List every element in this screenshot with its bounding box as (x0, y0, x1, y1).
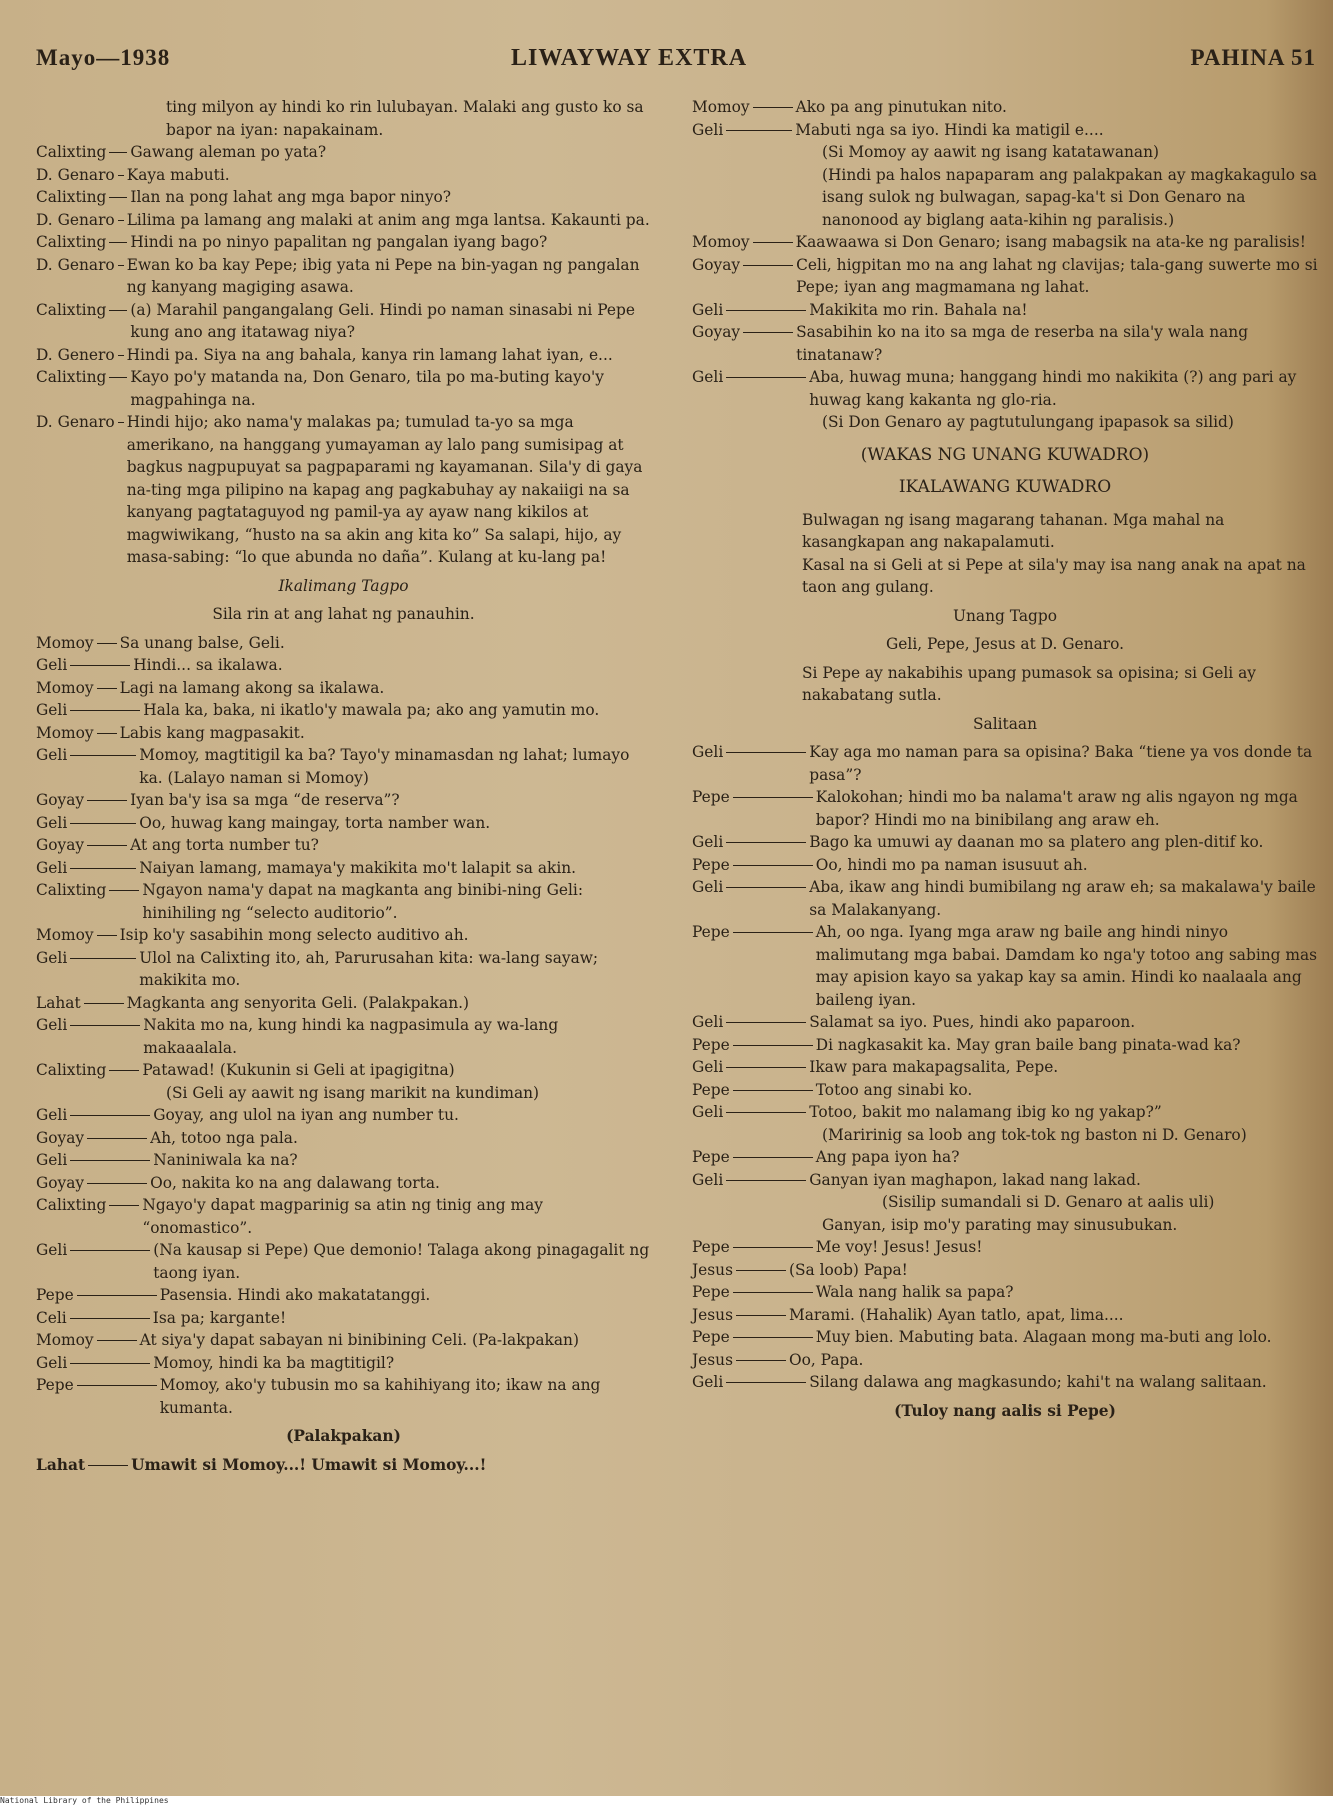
dialogue-dash (733, 1326, 813, 1338)
dialogue-line (692, 831, 1318, 854)
dialogue-line (36, 879, 651, 924)
speaker-name: Jesus (692, 1260, 733, 1279)
dialogue-dash (88, 1454, 128, 1466)
dialogue-line (692, 1349, 1318, 1372)
dialogue-dash (733, 1079, 813, 1091)
speaker-name: Geli (692, 1013, 724, 1031)
speaker-name: Geli (36, 858, 68, 877)
speaker-name: Momoy (36, 633, 94, 652)
dialogue-dash (726, 1011, 806, 1023)
dialogue-dash (70, 812, 136, 824)
stage-direction: Ganyan, isip mo'y parating may sinusubukan. (822, 1215, 1178, 1234)
dialogue-text: Aba, huwag muna; hanggang hindi mo nakikita (?) ang pari ay huwag kang kakanta ng glo-ria. (809, 368, 1297, 409)
scene-note: Kasal na si Geli at si Pepe at sila'y may isa nang anak na apat na taon ang gulang. (802, 555, 1306, 596)
dialogue-line (692, 299, 1318, 322)
speaker-name: Geli (36, 1151, 68, 1169)
dialogue-text: Nakita mo na, kung hindi ka nagpasimula ay wa-lang makaaalala. (143, 1016, 559, 1057)
dialogue-line (36, 1014, 651, 1059)
dialogue-dash (70, 857, 136, 869)
section-heading: Geli, Pepe, Jesus at D. Genaro. (886, 635, 1124, 653)
page-header (36, 40, 1316, 80)
speaker-name: Geli (692, 1373, 724, 1391)
dialogue-dash (743, 254, 793, 266)
dialogue-text: Oo, huwag kang maingay, torta namber wan. (139, 813, 491, 832)
speaker-name: Geli (36, 948, 68, 967)
dialogue-dash (726, 741, 806, 753)
dialogue-text: Iyan ba'y isa sa mga “de reserva”? (130, 791, 400, 809)
speaker-name: Geli (692, 833, 724, 851)
left-column (36, 96, 651, 1476)
dialogue-line (36, 299, 651, 344)
speaker-name: Momoy (36, 723, 94, 742)
dialogue-text: Hindi na po ninyo papalitan ng pangalan iyang bago? (130, 233, 548, 251)
dialogue-line (36, 1239, 651, 1284)
dialogue-line (36, 164, 651, 187)
dialogue-text: Hindi... sa ikalawa. (133, 656, 283, 674)
dialogue-line (692, 254, 1318, 299)
speaker-name: D. Genaro (36, 165, 115, 184)
speaker-name: Calixting (36, 1196, 107, 1214)
speaker-name: Geli (692, 120, 724, 139)
section-heading: IKALAWANG KUWADRO (898, 477, 1112, 497)
dialogue-text: Sasabihin ko na ito sa mga de reserba na sila'y wala nang tinatanaw? (796, 323, 1249, 364)
dialogue-dash (726, 831, 806, 843)
dialogue-dash (726, 1371, 806, 1383)
dialogue-line (692, 366, 1318, 411)
speaker-name: Calixting (36, 368, 107, 386)
dialogue-dash (97, 924, 117, 936)
dialogue-dash (118, 344, 124, 356)
dialogue-text: Kaya mabuti. (126, 165, 230, 184)
right-column (692, 96, 1318, 1428)
dialogue-dash (753, 231, 793, 243)
dialogue-line (36, 1149, 651, 1172)
dialogue-line (36, 947, 651, 992)
dialogue-line (692, 741, 1318, 786)
dialogue-dash (118, 164, 124, 176)
dialogue-dash (84, 992, 124, 1004)
dialogue-dash (118, 411, 124, 423)
dialogue-dash (109, 186, 127, 198)
dialogue-text: Kalokohan; hindi mo ba nalama't araw ng alis ngayon ng mga bapor? Hindi mo na binibilang ang araw eh. (815, 788, 1298, 829)
dialogue-text: Sa unang balse, Geli. (119, 633, 285, 652)
dialogue-line (692, 921, 1318, 1011)
speaker-name: Geli (36, 656, 68, 674)
dialogue-line (36, 1284, 651, 1307)
dialogue-text: Makikita mo rin. Bahala na! (809, 300, 1028, 319)
dialogue-dash (70, 654, 130, 666)
section-heading: Ikalimang Tagpo (278, 576, 409, 595)
dialogue-line (36, 834, 651, 857)
dialogue-line (36, 1454, 651, 1477)
speaker-name: Pepe (36, 1376, 74, 1394)
dialogue-text: Aba, ikaw ang hindi bumibilang ng araw eh; sa makalawa'y baile sa Malakanyang. (809, 878, 1316, 919)
speaker-name: Pepe (692, 1328, 730, 1346)
dialogue-text: Naniniwala ka na? (153, 1151, 298, 1169)
dialogue-line (692, 876, 1318, 921)
speaker-name: Pepe (692, 1148, 730, 1166)
speaker-name: Lahat (36, 1455, 86, 1474)
dialogue-dash (70, 947, 136, 959)
speaker-name: D. Genaro (36, 413, 115, 431)
dialogue-dash (733, 1281, 813, 1293)
dialogue-text: Hindi pa. Siya na ang bahala, kanya rin lamang lahat iyan, e... (126, 345, 613, 364)
dialogue-dash (733, 1236, 813, 1248)
dialogue-line (692, 1259, 1318, 1282)
dialogue-line (692, 1371, 1318, 1394)
dialogue-text: Magkanta ang senyorita Geli. (Palakpakan.) (126, 993, 470, 1012)
dialogue-dash (109, 299, 127, 311)
dialogue-text: Ang papa iyon ha? (815, 1148, 960, 1166)
dialogue-line (36, 1127, 651, 1150)
speaker-name: Geli (36, 701, 68, 719)
speaker-name: Goyay (36, 791, 85, 809)
dialogue-line (36, 1374, 651, 1419)
dialogue-dash (97, 722, 117, 734)
dialogue-line (692, 96, 1318, 119)
dialogue-dash (743, 321, 793, 333)
dialogue-dash (736, 1349, 786, 1361)
speaker-name: D. Genaro (36, 255, 115, 274)
dialogue-dash (77, 1374, 157, 1386)
dialogue-dash (70, 1352, 150, 1364)
speaker-name: Jesus (692, 1305, 733, 1324)
dialogue-text: Isa pa; kargante! (152, 1308, 287, 1327)
dialogue-dash (109, 879, 139, 891)
dialogue-dash (87, 834, 127, 846)
dialogue-text: Momoy, hindi ka ba magtitigil? (153, 1353, 395, 1372)
dialogue-line (692, 1034, 1318, 1057)
dialogue-dash (118, 254, 124, 266)
section-heading: (Tuloy nang aalis si Pepe) (894, 1401, 1116, 1420)
dialogue-dash (733, 1146, 813, 1158)
dialogue-dash (87, 789, 127, 801)
speaker-name: Calixting (36, 233, 107, 251)
dialogue-text: Di nagkasakit ka. May gran baile bang pinata-wad ka? (815, 1035, 1241, 1054)
dialogue-text: At ang torta number tu? (130, 836, 319, 854)
dialogue-dash (70, 744, 136, 756)
dialogue-line (692, 119, 1318, 142)
dialogue-text: Hindi hijo; ako nama'y malakas pa; tumulad ta-yo sa mga amerikano, na hanggang yumayaman ay lalo pang sumisipag at bagkus nagpupuyat sa pagpaparami ng kayamanan. Sila'y di gaya na-ting mga pilipino na kapag ang pagkabuhay ay nakaiigi na sa kanyang pagtataguyod ng pamil-ya ay ayaw nang kikilos at magwiwikang, “husto na sa akin ang kita ko” Sa salapi, hijo, ay masa-sabing: “lo que abunda no daña”. Kulang at ku-lang pa! (126, 413, 643, 566)
dialogue-text: Momoy, ako'y tubusin mo sa kahihiyang ito; ikaw na ang kumanta. (159, 1376, 601, 1417)
stage-direction: (Sisilip sumandali si D. Genaro at aalis uli) (882, 1193, 1215, 1211)
dialogue-line (36, 344, 651, 367)
dialogue-line (36, 744, 651, 789)
dialogue-text: Ah, totoo nga pala. (150, 1128, 298, 1147)
header-date: Mayo—1938 (36, 45, 171, 70)
dialogue-text: Ewan ko ba kay Pepe; ibig yata ni Pepe na bin-yagan ng pangalan ng kanyang magiging asawa. (126, 255, 640, 296)
speaker-name: Pepe (692, 1080, 730, 1099)
dialogue-dash (97, 677, 117, 689)
dialogue-dash (733, 1034, 813, 1046)
speaker-name: Goyay (36, 1173, 85, 1192)
dialogue-dash (109, 1194, 139, 1206)
dialogue-text: Ilan na pong lahat ang mga bapor ninyo? (130, 188, 452, 206)
dialogue-line (36, 1104, 651, 1127)
dialogue-line (36, 366, 651, 411)
speaker-name: D. Genero (36, 345, 115, 364)
dialogue-text: Kaawaawa si Don Genaro; isang mabagsik na ata-ke ng paralisis! (795, 233, 1306, 251)
dialogue-text: (a) Marahil pangangalang Geli. Hindi po naman sinasabi ni Pepe kung ano ang itatawag niya? (130, 300, 635, 341)
speaker-name: Pepe (692, 923, 730, 941)
dialogue-line (692, 1146, 1318, 1169)
dialogue-text: Totoo ang sinabi ko. (815, 1080, 973, 1099)
dialogue-text: Ngayon nama'y dapat na magkanta ang binibi-ning Geli: hinihiling ng “selecto auditorio”. (142, 881, 584, 922)
dialogue-text: Umawit si Momoy...! Umawit si Momoy...! (131, 1455, 487, 1474)
speaker-name: Goyay (692, 255, 741, 274)
dialogue-dash (736, 1259, 786, 1271)
dialogue-text: Isip ko'y sasabihin mong selecto auditivo ah. (119, 926, 469, 944)
dialogue-text: Ikaw para makapagsalita, Pepe. (809, 1058, 1059, 1076)
dialogue-dash (753, 96, 793, 108)
section-heading: Salitaan (972, 714, 1037, 733)
dialogue-text: Silang dalawa ang magkasundo; kahi't na walang salitaan. (809, 1373, 1267, 1391)
dialogue-dash (70, 1014, 140, 1026)
dialogue-text: Hala ka, baka, ni ikatlo'y mawala pa; ako ang yamutin mo. (143, 701, 600, 719)
dialogue-text: Kayo po'y matanda na, Don Genaro, tila po ma-buting kayo'y magpahinga na. (130, 368, 604, 409)
scene-note: Bulwagan ng isang magarang tahanan. Mga mahal na kasangkapan ang nakapalamuti. (802, 510, 1225, 551)
dialogue-dash (70, 1239, 150, 1251)
dialogue-dash (97, 1329, 137, 1341)
speaker-name: Pepe (36, 1286, 74, 1304)
dialogue-dash (109, 366, 127, 378)
speaker-name: Geli (36, 1241, 68, 1259)
section-heading: Sila rin at ang lahat ng panauhin. (212, 605, 475, 623)
dialogue-dash (70, 699, 140, 711)
dialogue-line (692, 1169, 1318, 1192)
speaker-name: Momoy (36, 678, 94, 697)
speaker-name: Pepe (692, 855, 730, 874)
dialogue-text: Me voy! Jesus! Jesus! (815, 1238, 983, 1256)
speaker-name: Momoy (36, 1331, 94, 1349)
speaker-name: Goyay (36, 1128, 85, 1147)
dialogue-line (36, 1172, 651, 1195)
dialogue-line (36, 654, 651, 677)
dialogue-line (36, 186, 651, 209)
speaker-name: Goyay (692, 323, 741, 341)
dialogue-line (36, 924, 651, 947)
dialogue-line (692, 1326, 1318, 1349)
dialogue-text: Naiyan lamang, mamaya'y makikita mo't lalapit sa akin. (139, 858, 577, 877)
dialogue-line (36, 231, 651, 254)
dialogue-dash (726, 1056, 806, 1068)
footer-credit: National Library of the Philippines (0, 1796, 1333, 1808)
dialogue-dash (733, 786, 813, 798)
dialogue-text: Totoo, bakit mo nalamang ibig ko ng yakap?” (809, 1103, 1162, 1121)
dialogue-text: Ngayo'y dapat magparinig sa atin ng tinig ang may “onomastico”. (142, 1196, 543, 1237)
dialogue-text: Oo, nakita ko na ang dalawang torta. (150, 1173, 440, 1192)
dialogue-dash (726, 119, 792, 131)
dialogue-text: Oo, hindi mo pa naman isusuut ah. (815, 855, 1088, 874)
dialogue-dash (70, 1307, 150, 1319)
dialogue-text: Celi, higpitan mo na ang lahat ng clavijas; tala-gang suwerte mo si Pepe; iyan ang magmamana ng lahat. (796, 255, 1318, 296)
header-title: LIWAYWAY EXTRA (511, 45, 748, 71)
dialogue-line (692, 1304, 1318, 1327)
dialogue-text: (Sa loob) Papa! (789, 1260, 908, 1279)
speaker-name: Geli (692, 878, 724, 896)
speaker-name: Geli (692, 743, 724, 761)
dialogue-line (36, 1059, 651, 1082)
stage-direction: (Si Don Genaro ay pagtutulungang ipapasok sa silid) (822, 413, 1234, 431)
speaker-name: Geli (692, 300, 724, 319)
speaker-name: Calixting (36, 300, 107, 319)
speaker-name: Geli (692, 1170, 724, 1189)
dialogue-line (36, 1194, 651, 1239)
dialogue-dash (70, 1104, 150, 1116)
speaker-name: Pepe (692, 1035, 730, 1054)
section-heading: Unang Tagpo (953, 606, 1057, 625)
dialogue-line (36, 209, 651, 232)
dialogue-dash (109, 231, 127, 243)
dialogue-text: Kay aga mo naman para sa opisina? Baka “tiene ya vos donde ta pasa”? (809, 743, 1313, 784)
speaker-name: Jesus (692, 1350, 733, 1369)
speaker-name: Geli (36, 1106, 68, 1124)
dialogue-text: Goyay, ang ulol na iyan ang number tu. (153, 1106, 459, 1124)
dialogue-line (36, 1352, 651, 1375)
speaker-name: Calixting (36, 1061, 107, 1079)
speaker-name: Pepe (692, 1238, 730, 1256)
speaker-name: Pepe (692, 1283, 730, 1301)
dialogue-line (36, 992, 651, 1015)
dialogue-line (36, 1329, 651, 1352)
dialogue-line (36, 632, 651, 655)
speaker-name: Geli (692, 1103, 724, 1121)
dialogue-line (692, 854, 1318, 877)
dialogue-text: Gawang aleman po yata? (130, 143, 327, 161)
speaker-name: Celi (36, 1308, 67, 1327)
dialogue-line (36, 254, 651, 299)
dialogue-line (692, 1236, 1318, 1259)
dialogue-text: Mabuti nga sa iyo. Hindi ka matigil e.... (795, 120, 1104, 139)
speaker-name: Goyay (36, 836, 85, 854)
speaker-name: Geli (36, 746, 68, 764)
scene-note: Si Pepe ay nakabihis upang pumasok sa opisina; si Geli ay nakabatang sutla. (802, 663, 1256, 704)
dialogue-line (36, 722, 651, 745)
speaker-name: Pepe (692, 788, 730, 806)
dialogue-text: Ganyan iyan maghapon, lakad nang lakad. (809, 1170, 1141, 1189)
speaker-name: Lahat (36, 993, 81, 1012)
section-heading: (Palakpakan) (286, 1427, 401, 1445)
speaker-name: Geli (36, 1353, 68, 1372)
dialogue-dash (70, 1149, 150, 1161)
dialogue-text: Labis kang magpasakit. (119, 723, 305, 742)
dialogue-dash (87, 1127, 147, 1139)
dialogue-text: Wala nang halik sa papa? (815, 1283, 1014, 1301)
dialogue-text: Momoy, magtitigil ka ba? Tayo'y minamasdan ng lahat; lumayo ka. (Lalayo naman si Momoy) (139, 746, 630, 787)
dialogue-text: Lilima pa lamang ang malaki at anim ang mga lantsa. Kakaunti pa. (126, 210, 650, 229)
dialogue-line (692, 1056, 1318, 1079)
dialogue-dash (726, 366, 806, 378)
dialogue-dash (726, 1169, 806, 1181)
dialogue-dash (726, 299, 806, 311)
speaker-name: Calixting (36, 881, 107, 899)
dialogue-text: Pasensia. Hindi ako makatatanggi. (159, 1286, 431, 1304)
dialogue-line (692, 786, 1318, 831)
stage-direction: (Si Momoy ay aawit ng isang katatawanan) (822, 143, 1160, 161)
stage-direction: (Hindi pa halos napaparam ang palakpakan ay magkakagulo sa isang sulok ng bulwagan, sapag-ka't si Don Genaro na nanonood ay biglang aata-kihin ng paralisis.) (822, 165, 1318, 229)
dialogue-line (36, 141, 651, 164)
speaker-name: Calixting (36, 188, 107, 206)
dialogue-line (692, 1011, 1318, 1034)
dialogue-line (36, 677, 651, 700)
continued-text: ting milyon ay hindi ko rin lulubayan. Malaki ang gusto ko sa bapor na iyan: napakainam. (166, 98, 644, 139)
dialogue-text: Marami. (Hahalik) Ayan tatlo, apat, lima.... (789, 1305, 1124, 1324)
dialogue-line (692, 321, 1318, 366)
speaker-name: Calixting (36, 143, 107, 161)
dialogue-text: Muy bien. Mabuting bata. Alagaan mong ma-buti ang lolo. (815, 1328, 1272, 1346)
dialogue-text: Oo, Papa. (789, 1350, 864, 1369)
dialogue-dash (733, 921, 813, 933)
dialogue-text: Salamat sa iyo. Pues, hindi ako paparoon. (809, 1013, 1136, 1031)
speaker-name: D. Genaro (36, 210, 115, 229)
dialogue-text: Lagi na lamang akong sa ikalawa. (119, 678, 385, 697)
dialogue-line (692, 231, 1318, 254)
dialogue-line (36, 857, 651, 880)
dialogue-text: (Na kausap si Pepe) Que demonio! Talaga akong pinagagalit ng taong iyan. (153, 1241, 650, 1282)
dialogue-dash (97, 632, 117, 644)
header-page-number: PAHINA 51 (1190, 45, 1316, 70)
section-heading: (WAKAS NG UNANG KUWADRO) (860, 444, 1150, 465)
speaker-name: Geli (36, 1016, 68, 1034)
dialogue-dash (109, 1059, 139, 1071)
dialogue-dash (118, 209, 124, 221)
stage-direction: (Si Geli ay aawit ng isang marikit na kundiman) (166, 1083, 540, 1102)
speaker-name: Momoy (692, 233, 750, 251)
speaker-name: Geli (36, 813, 68, 832)
dialogue-text: Ako pa ang pinutukan nito. (795, 98, 1007, 116)
dialogue-line (36, 812, 651, 835)
dialogue-dash (736, 1304, 786, 1316)
dialogue-dash (726, 876, 806, 888)
dialogue-dash (87, 1172, 147, 1184)
dialogue-line (36, 1307, 651, 1330)
speaker-name: Momoy (36, 926, 94, 944)
dialogue-line (692, 1281, 1318, 1304)
stage-direction: (Maririnig sa loob ang tok-tok ng baston ni D. Genaro) (822, 1125, 1247, 1144)
speaker-name: Momoy (692, 98, 750, 116)
dialogue-text: Ah, oo nga. Iyang mga araw ng baile ang hindi ninyo malimutang mga babai. Damdam ko nga'y totoo ang sabing mas may apision kayo sa yakap kay sa amin. Hindi ko naalaala ang baileng iyan. (815, 923, 1318, 1009)
dialogue-text: Patawad! (Kukunin si Geli at ipagigitna) (142, 1061, 455, 1079)
dialogue-line (692, 1101, 1318, 1124)
speaker-name: Geli (692, 1058, 724, 1076)
dialogue-dash (726, 1101, 806, 1113)
dialogue-dash (733, 854, 813, 866)
dialogue-text: Bago ka umuwi ay daanan mo sa platero ang plen-ditif ko. (809, 833, 1264, 851)
dialogue-text: Ulol na Calixting ito, ah, Parurusahan kita: wa-lang sayaw; makikita mo. (139, 948, 599, 989)
dialogue-line (36, 699, 651, 722)
dialogue-dash (77, 1284, 157, 1296)
dialogue-dash (109, 141, 127, 153)
dialogue-line (692, 1079, 1318, 1102)
speaker-name: Geli (692, 368, 724, 386)
dialogue-line (36, 411, 651, 569)
dialogue-text: At siya'y dapat sabayan ni binibining Celi. (Pa-lakpakan) (139, 1331, 579, 1349)
dialogue-line (36, 789, 651, 812)
